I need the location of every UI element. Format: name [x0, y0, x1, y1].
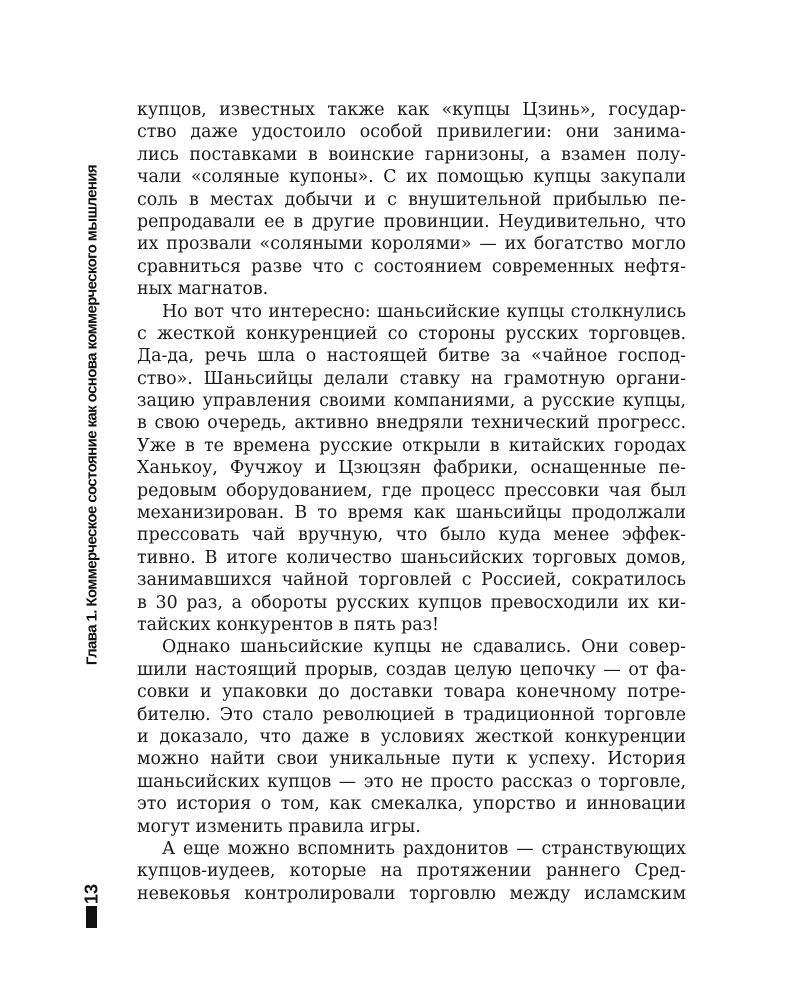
text-line: и доказало, что даже в условиях жесткой конкуренции: [137, 726, 686, 747]
text-line: лись поставками в воинские гарнизоны, а взамен полу-: [137, 144, 686, 165]
text-line: соль в местах добычи и с внушительной прибылью пе-: [137, 189, 686, 210]
text-line: Однако шаньсийские купцы не сдавались. Они совер-: [162, 637, 686, 658]
text-line: могут изменить правила игры.: [137, 816, 421, 837]
text-line: прессовать чай вручную, что было куда менее эффек-: [137, 525, 686, 546]
text-line: сравниться разве что с состоянием современных нефтя-: [137, 256, 686, 277]
text-line: их прозвали «соляными королями» — их богатство могло: [137, 234, 686, 255]
page-number: 13: [81, 883, 102, 905]
text-line: ство». Шаньсийцы делали ставку на грамотную органи-: [137, 368, 686, 389]
text-line: Но вот что интересно: шаньсийские купцы столкнулись: [162, 301, 686, 322]
text-line: совки и упаковки до доставки товара конечному потре-: [137, 682, 686, 703]
body-text: [137, 99, 686, 905]
text-line: с жесткой конкуренцией со стороны русских торговцев.: [137, 323, 686, 344]
text-line: тивно. В итоге количество шаньсийских торговых домов,: [137, 547, 686, 568]
text-line: ных магнатов.: [137, 279, 269, 300]
text-line: купцов, известных также как «купцы Цзинь», государ-: [137, 100, 686, 120]
text-line: в 30 раз, а обороты русских купцов превосходили их ки-: [137, 592, 686, 613]
text-line: Да-да, речь шла о настоящей битве за «чайное господ-: [137, 346, 686, 367]
text-line: тайских конкурентов в пять раз!: [137, 614, 440, 635]
text-line: механизирован. В то время как шаньсийцы продолжали: [137, 503, 686, 524]
text-line: зацию управления своими компаниями, а русские купцы,: [137, 391, 686, 412]
text-line: Ханькоу, Фучжоу и Цзюцзян фабрики, оснащенные пе-: [137, 458, 686, 479]
text-line: можно найти свои уникальные пути к успеху. История: [137, 749, 686, 770]
text-line: шаньсийских купцов — это не просто рассказ о торговле,: [137, 771, 686, 792]
text-line: ство даже удостоило особой привилегии: они занима-: [137, 122, 686, 143]
text-line: в свою очередь, активно внедряли технический прогресс.: [137, 413, 686, 434]
text-line: занимавшихся чайной торговлей с Россией, сократилось: [137, 570, 686, 591]
text-line: репродавали ее в другие провинции. Неудивительно, что: [137, 211, 686, 232]
text-line: невековья контролировали торговлю между исламским: [137, 883, 686, 904]
page-marker-bar: [86, 906, 97, 928]
text-line: шили настоящий прорыв, создав целую цепочку — от фа-: [137, 659, 686, 680]
text-line: редовым оборудованием, где процесс прессовки чая был: [137, 480, 686, 501]
text-line: это история о том, как смекалка, упорство и инновации: [137, 794, 686, 815]
text-line: Уже в те времена русские открыли в китайских городах: [137, 435, 686, 456]
running-head: Глава 1. Коммерческое состояние как основа коммерческого мышления: [83, 164, 101, 666]
text-line: чали «соляные купоны». С их помощью купцы закупали: [137, 167, 686, 188]
text-line: А еще можно вспомнить рахдонитов — странствующих: [162, 838, 686, 859]
text-line: бителю. Это стало революцией в традиционной торговле: [137, 704, 686, 725]
text-line: купцов-иудеев, которые на протяжении раннего Сред-: [137, 861, 686, 882]
